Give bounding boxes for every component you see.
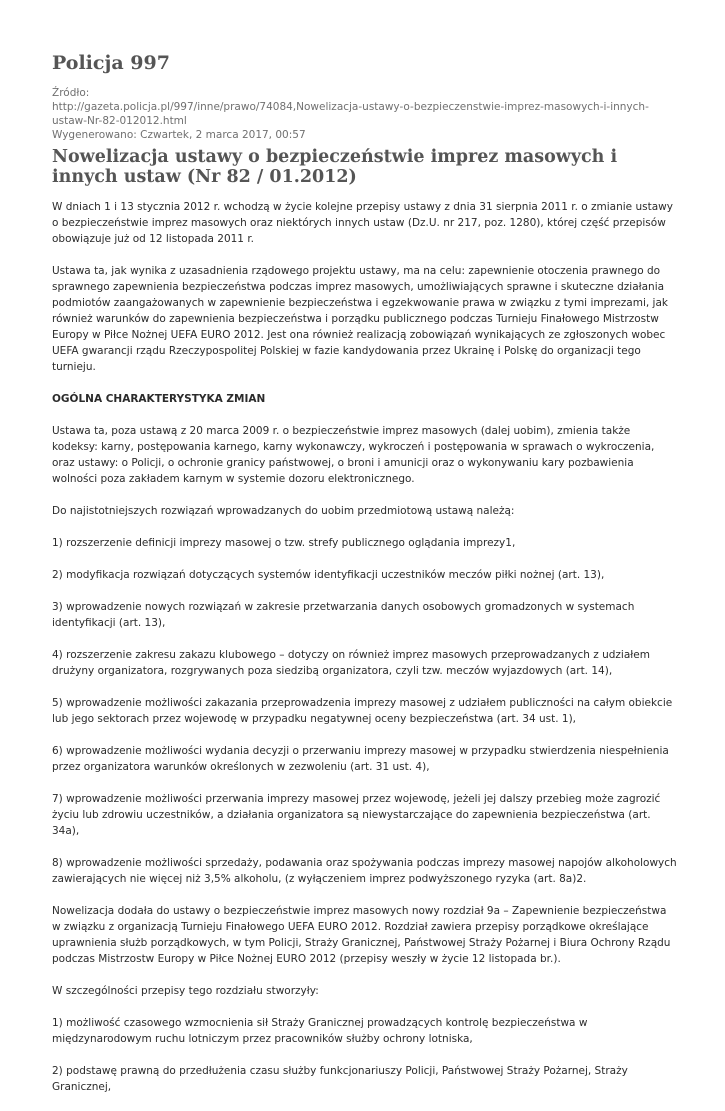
- source-label: Źródło:: [52, 87, 90, 99]
- article-paragraph: W dniach 1 i 13 stycznia 2012 r. wchodzą w życie kolejne przepisy ustawy z dnia 31 sierpnia 2011 r. o zmianie ustawy o bezpieczeństwie imprez masowych oraz niektórych innych ustaw (Dz.U. nr 217, poz. 1280), której część przepisów obowiązuje już od 12 listopada 2011 r.: [52, 201, 673, 245]
- article-body: [52, 199, 677, 1095]
- article-paragraph: Nowelizacja dodała do ustawy o bezpieczeństwie imprez masowych nowy rozdział 9a – Zapewnienie bezpieczeństwa w związku z organizacją Turnieju Finałowego UEFA EURO 2012. Rozdział zawiera przepisy porządkowe określające uprawnienia służb porządkowych, w tym Policji, Straży Granicznej, Państwowej Straży Pożarnej i Biura Ochrony Rządu podczas Mistrzostw Europy w Piłce Nożnej EURO 2012 (przepisy weszły w życie 12 listopada br.).: [52, 905, 671, 965]
- list-item: 8) wprowadzenie możliwości sprzedaży, podawania oraz spożywania podczas imprezy masowej napojów alkoholowych zawierających nie więcej niż 3,5% alkoholu, (z wyłączeniem imprez podwyższonego ryzyka (art. 8a)2.: [52, 857, 677, 885]
- article-paragraph: Ustawa ta, poza ustawą z 20 marca 2009 r. o bezpieczeństwie imprez masowych (dalej uobim), zmienia także kodeksy: karny, postępowania karnego, karny wykonawczy, wykroczeń i postępowania w sprawach o wykroczenia, oraz ustawy: o Policji, o ochronie granicy państwowej, o broni i amunicji oraz o wykonywaniu kary pozbawienia wolności poza zakładem karnym w systemie dozoru elektronicznego.: [52, 425, 655, 485]
- list-item: 2) modyfikacja rozwiązań dotyczących systemów identyfikacji uczestników meczów piłki nożnej (art. 13),: [52, 569, 605, 581]
- source-url[interactable]: http://gazeta.policja.pl/997/inne/prawo/74084,Nowelizacja-ustawy-o-bezpieczenstwie-imprez-masowych-i-innych-ustaw-Nr-82-012012.html: [52, 101, 649, 127]
- list-item: 5) wprowadzenie możliwości zakazania przeprowadzenia imprezy masowej z udziałem publiczności na całym obiekcie lub jego sektorach przez wojewodę w przypadku negatywnej oceny bezpieczeństwa (art. 34 ust. 1),: [52, 697, 673, 725]
- article-paragraph: Do najistotniejszych rozwiązań wprowadzanych do uobim przedmiotową ustawą należą:: [52, 505, 515, 517]
- article-paragraph: W szczególności przepisy tego rozdziału stworzyły:: [52, 985, 319, 997]
- list-item: 4) rozszerzenie zakresu zakazu klubowego – dotyczy on również imprez masowych przeprowadzanych z udziałem drużyny organizatora, rozgrywanych poza siedzibą organizatora, czyli tzw. meczów wyjazdowych (art. 14),: [52, 649, 650, 677]
- site-title: Policja 997: [52, 52, 170, 74]
- generated-date: Wygenerowano: Czwartek, 2 marca 2017, 00:57: [52, 129, 306, 141]
- article-paragraph: Ustawa ta, jak wynika z uzasadnienia rządowego projektu ustawy, ma na celu: zapewnienie otoczenia prawnego do sprawnego zapewnienia bezpieczeństwa podczas imprez masowych, umożliwiających sprawne i skuteczne działania podmiotów zaangażowanych w zapewnienie bezpieczeństwa i egzekwowanie prawa w związku z tymi imprezami, jak również warunków do zapewnienia bezpieczeństwa i porządku publicznego podczas Turnieju Finałowego Mistrzostw Europy w Piłce Nożnej UEFA EURO 2012. Jest ona również realizacją zobowiązań wynikających ze zgłoszonych wobec UEFA gwarancji rządu Rzeczypospolitej Polskiej w fazie kandydowania przez Ukrainę i Polskę do organizacji tego turnieju.: [52, 265, 668, 373]
- list-item: 2) podstawę prawną do przedłużenia czasu służby funkcjonariuszy Policji, Państwowej Straży Pożarnej, Straży Granicznej,: [52, 1065, 628, 1093]
- source-meta: [52, 86, 677, 142]
- list-item: 1) możliwość czasowego wzmocnienia sił Straży Granicznej prowadzących kontrolę bezpieczeństwa w międzynarodowym ruchu lotniczym przez pracowników służby ochrony lotniska,: [52, 1017, 588, 1045]
- list-item: 6) wprowadzenie możliwości wydania decyzji o przerwaniu imprezy masowej w przypadku stwierdzenia niespełnienia przez organizatora warunków określonych w zezwoleniu (art. 31 ust. 4),: [52, 745, 669, 773]
- document-page: [52, 50, 677, 1111]
- list-item: 1) rozszerzenie definicji imprezy masowej o tzw. strefy publicznego oglądania imprezy1,: [52, 537, 516, 549]
- list-item: 7) wprowadzenie możliwości przerwania imprezy masowej przez wojewodę, jeżeli jej dalszy przebieg może zagrozić życiu lub zdrowiu uczestników, a działania organizatora są niewystarczające do zapewnienia bezpieczeństwa (art. 34a),: [52, 793, 661, 837]
- list-item: 3) wprowadzenie nowych rozwiązań w zakresie przetwarzania danych osobowych gromadzonych w systemach identyfikacji (art. 13),: [52, 601, 635, 629]
- article-title: Nowelizacja ustawy o bezpieczeństwie imprez masowych i innych ustaw (Nr 82 / 01.2012): [52, 147, 618, 187]
- section-heading: OGÓLNA CHARAKTERYSTYKA ZMIAN: [52, 393, 266, 405]
